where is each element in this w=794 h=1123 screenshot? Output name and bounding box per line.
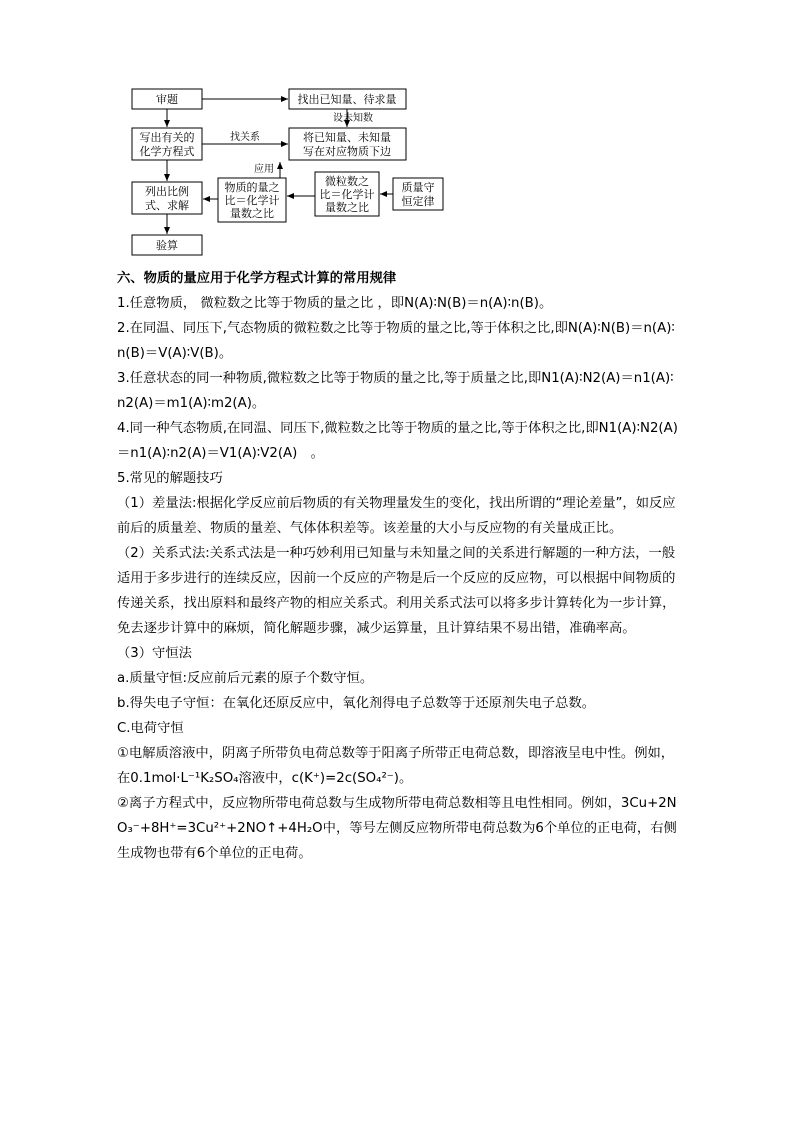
svg-text:恒定律: 恒定律: [401, 195, 435, 208]
rule-3: 3.任意状态的同一种物质,微粒数之比等于物质的量之比,等于质量之比,即N1(A)∶N2(A)＝n1(A)∶n2(A)＝m1(A)∶m2(A)。: [117, 371, 674, 411]
flow-box-find-known: [289, 89, 406, 109]
label-set-unknown: 设未知数: [333, 113, 373, 124]
svg-text:审题: 审题: [156, 93, 178, 106]
svg-text:列出比例: 列出比例: [145, 185, 189, 198]
flow-box-review: [132, 89, 202, 109]
svg-text:物质的量之: 物质的量之: [224, 181, 280, 194]
flow-box-write-equation: [132, 128, 202, 160]
conservation-mass: a.质量守恒:反应前后元素的原子个数守恒。: [117, 671, 374, 686]
flow-box-proportion: [132, 182, 202, 214]
label-find-relation: 找关系: [230, 132, 260, 143]
rule-2: 2.在同温、同压下,气态物质的微粒数之比等于物质的量之比,等于体积之比,即N(A)∶N(B)＝n(A)∶n(B)＝V(A)∶V(B)。: [117, 321, 675, 361]
svg-text:化学方程式: 化学方程式: [139, 145, 195, 158]
flow-box-mole-ratio: [218, 178, 286, 222]
flow-box-mass-conservation: [393, 178, 443, 210]
svg-text:微粒数之: 微粒数之: [325, 175, 369, 188]
conservation-charge: C.电荷守恒: [117, 721, 184, 736]
charge-example-2: ②离子方程式中，反应物所带电荷总数与生成物所带电荷总数相等且电性相同。例如，3Cu+2NO₃⁻+8H⁺=3Cu²⁺+2NO↑+4H₂O中，等号左侧反应物所带电荷总数为6个单位的正电荷，右侧生成物也带有6个单位的正电荷。: [117, 796, 677, 861]
svg-text:比＝化学计: 比＝化学计: [319, 188, 375, 201]
svg-text:质量守: 质量守: [401, 181, 435, 194]
document-body: [117, 266, 679, 866]
svg-text:比＝化学计: 比＝化学计: [224, 194, 280, 207]
rule-1: 1.任意物质， 微粒数之比等于物质的量之比 ，即N(A)∶N(B)＝n(A)∶n(B)。: [117, 296, 553, 311]
technique-relation: （2）关系式法:关系式法是一种巧妙利用已知量与未知量之间的关系进行解题的一种方法，一般适用于多步进行的连续反应，因前一个反应的产物是后一个反应的反应物，可以根据中间物质的传递关系，找出原料和最终产物的相应关系式。利用关系式法可以将多步计算转化为一步计算，免去逐步计算中的麻烦，简化解题步骤，减少运算量，且计算结果不易出错，准确率高。: [117, 546, 676, 636]
svg-text:量数之比: 量数之比: [325, 201, 369, 214]
rule-4: 4.同一种气态物质,在同温、同压下,微粒数之比等于物质的量之比,等于体积之比,即N1(A)∶N2(A)＝n1(A)∶n2(A)＝V1(A)∶V2(A) 。: [117, 421, 678, 461]
technique-conservation: （3）守恒法: [117, 646, 192, 661]
label-apply: 应用: [254, 164, 274, 175]
conservation-electron: b.得失电子守恒：在氧化还原反应中，氧化剂得电子总数等于还原剂失电子总数。: [117, 696, 596, 711]
rule-5: 5.常见的解题技巧: [117, 471, 223, 486]
flow-box-particle-ratio: [315, 172, 379, 216]
section-title: 六、物质的量应用于化学方程式计算的常用规律: [117, 271, 397, 286]
svg-text:找出已知量、待求量: 找出已知量、待求量: [297, 93, 397, 106]
technique-difference: （1）差量法:根据化学反应前后物质的有关物理量发生的变化，找出所谓的“理论差量”，如反应前后的质量差、物质的量差、气体体积差等。该差量的大小与反应物的有关量成正比。: [117, 496, 676, 536]
svg-text:将已知量、未知量: 将已知量、未知量: [303, 131, 391, 144]
svg-text:量数之比: 量数之比: [230, 207, 274, 220]
charge-example-1: ①电解质溶液中，阴离子所带负电荷总数等于阳离子所带正电荷总数，即溶液呈电中性。例如，在0.1mol·L⁻¹K₂SO₄溶液中，c(K⁺)=2c(SO₄²⁻)。: [117, 746, 675, 786]
flow-box-place-quantities: [289, 128, 406, 160]
svg-text:写在对应物质下边: 写在对应物质下边: [303, 145, 391, 158]
flow-box-verify: [132, 235, 202, 255]
svg-text:式、求解: 式、求解: [145, 199, 189, 212]
svg-text:验算: 验算: [156, 239, 178, 252]
flowchart: [0, 0, 794, 265]
svg-text:写出有关的: 写出有关的: [139, 131, 195, 144]
